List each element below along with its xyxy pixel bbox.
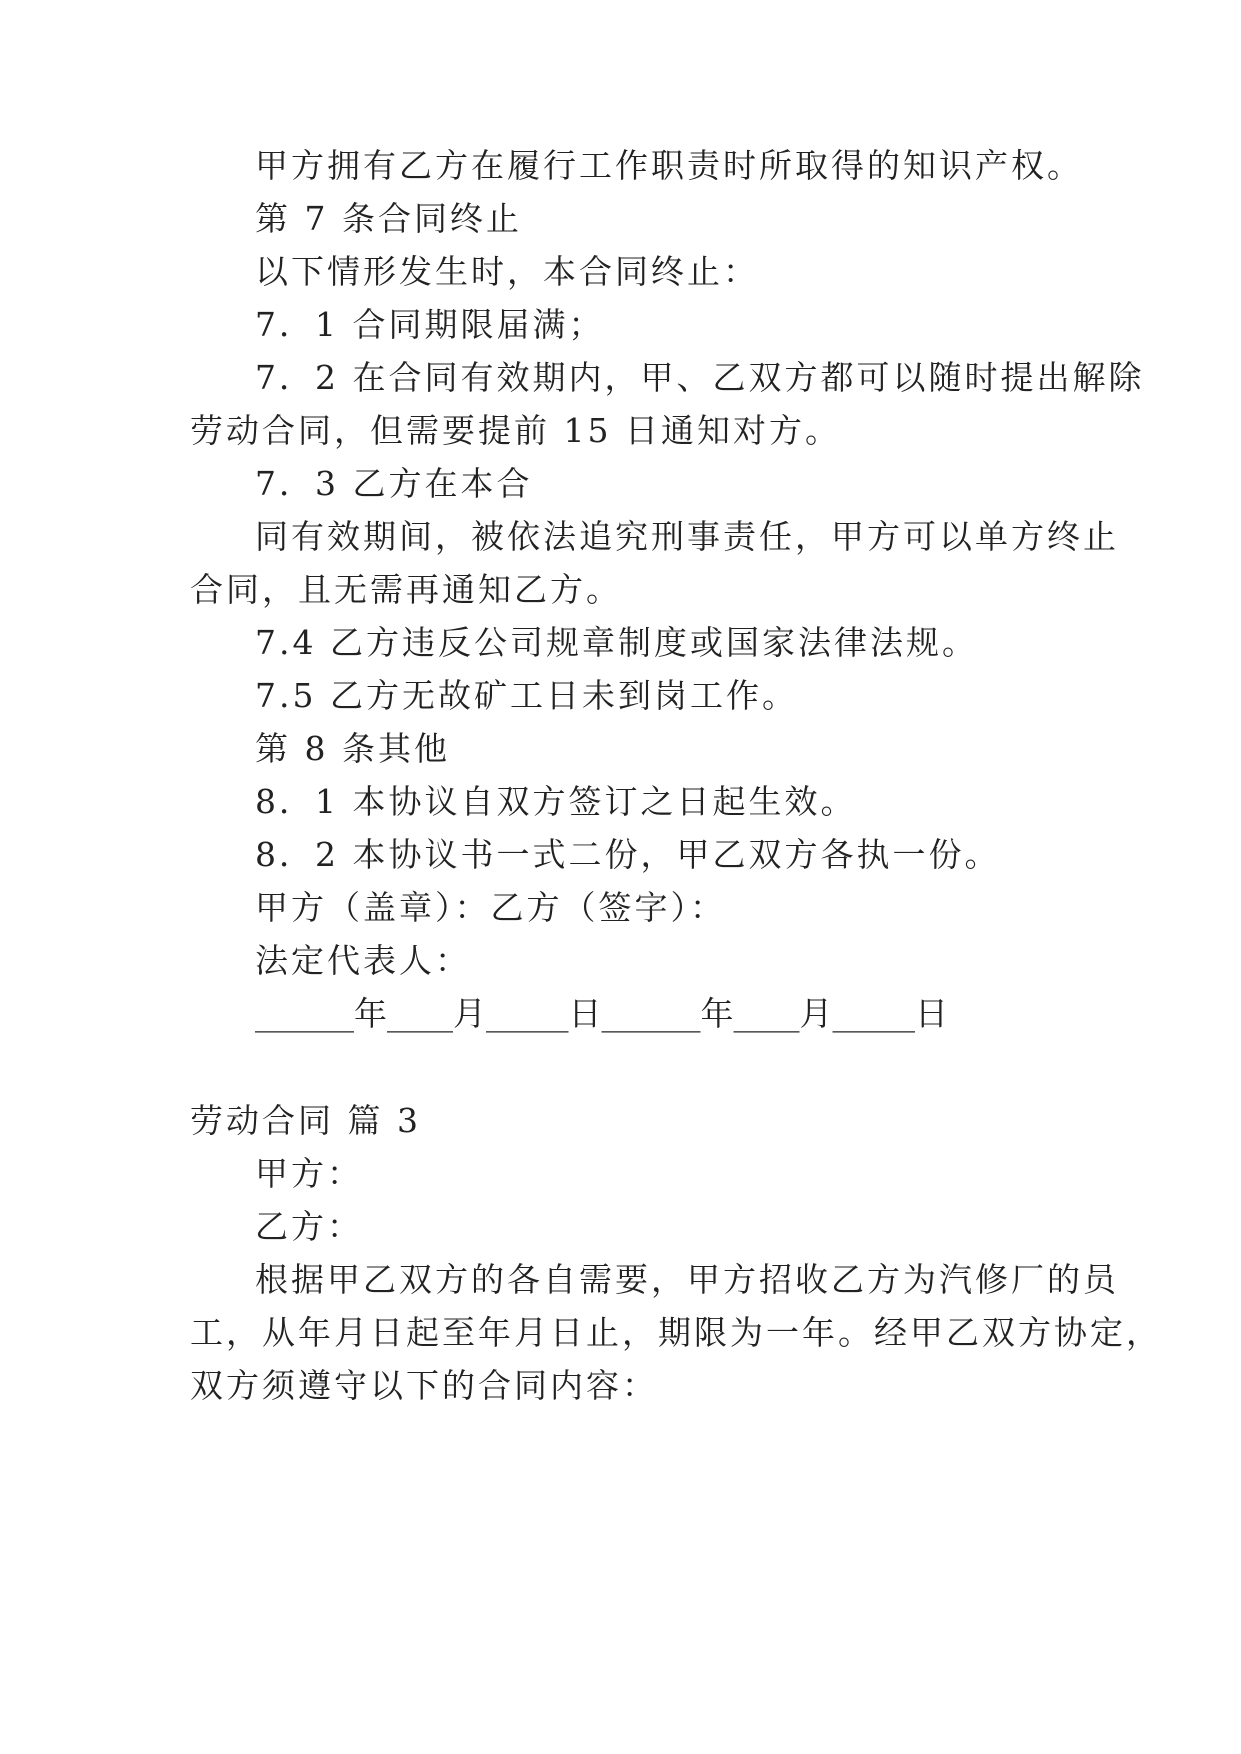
clause-8-2: 8．2 本协议书一式二份，甲乙双方各执一份。: [255, 835, 1001, 874]
clause-7-1: 7．1 合同期限届满；: [255, 305, 605, 344]
section-title-contract-3: 劳动合同 篇 3: [190, 1101, 421, 1140]
clause-7-3-line-3: 合同，且无需再通知乙方。: [190, 570, 622, 609]
article-8-heading: 第 8 条其他: [255, 729, 450, 768]
signature-parties: 甲方（盖章）：乙方（签字）：: [255, 888, 726, 927]
intro-paragraph-line-3: 双方须遵守以下的合同内容：: [190, 1366, 658, 1405]
clause-7-3-line-2: 同有效期间，被依法追究刑事责任，甲方可以单方终止: [255, 517, 1119, 556]
paragraph-ip-rights: 甲方拥有乙方在履行工作职责时所取得的知识产权。: [255, 146, 1083, 185]
intro-paragraph-line-2: 工，从年月日起至年月日止，期限为一年。经甲乙双方协定，: [190, 1313, 1162, 1352]
clause-7-5: 7.5 乙方无故矿工日未到岗工作。: [255, 676, 798, 715]
party-b-label: 乙方：: [255, 1207, 363, 1246]
clause-8-1: 8．1 本协议自双方签订之日起生效。: [255, 782, 857, 821]
clause-7-4: 7.4 乙方违反公司规章制度或国家法律法规。: [255, 623, 978, 662]
clause-7-2-line-1: 7．2 在合同有效期内，甲、乙双方都可以随时提出解除: [255, 358, 1145, 397]
termination-intro: 以下情形发生时，本合同终止：: [255, 252, 759, 291]
intro-paragraph-line-1: 根据甲乙双方的各自需要，甲方招收乙方为汽修厂的员: [255, 1260, 1119, 1299]
date-blanks: ______年____月_____日______年____月_____日: [255, 994, 948, 1033]
legal-representative: 法定代表人：: [255, 941, 471, 980]
clause-7-3-line-1: 7．3 乙方在本合: [255, 464, 533, 503]
party-a-label: 甲方：: [255, 1154, 363, 1193]
article-7-heading: 第 7 条合同终止: [255, 199, 522, 238]
clause-7-2-line-2: 劳动合同，但需要提前 15 日通知对方。: [190, 411, 841, 450]
